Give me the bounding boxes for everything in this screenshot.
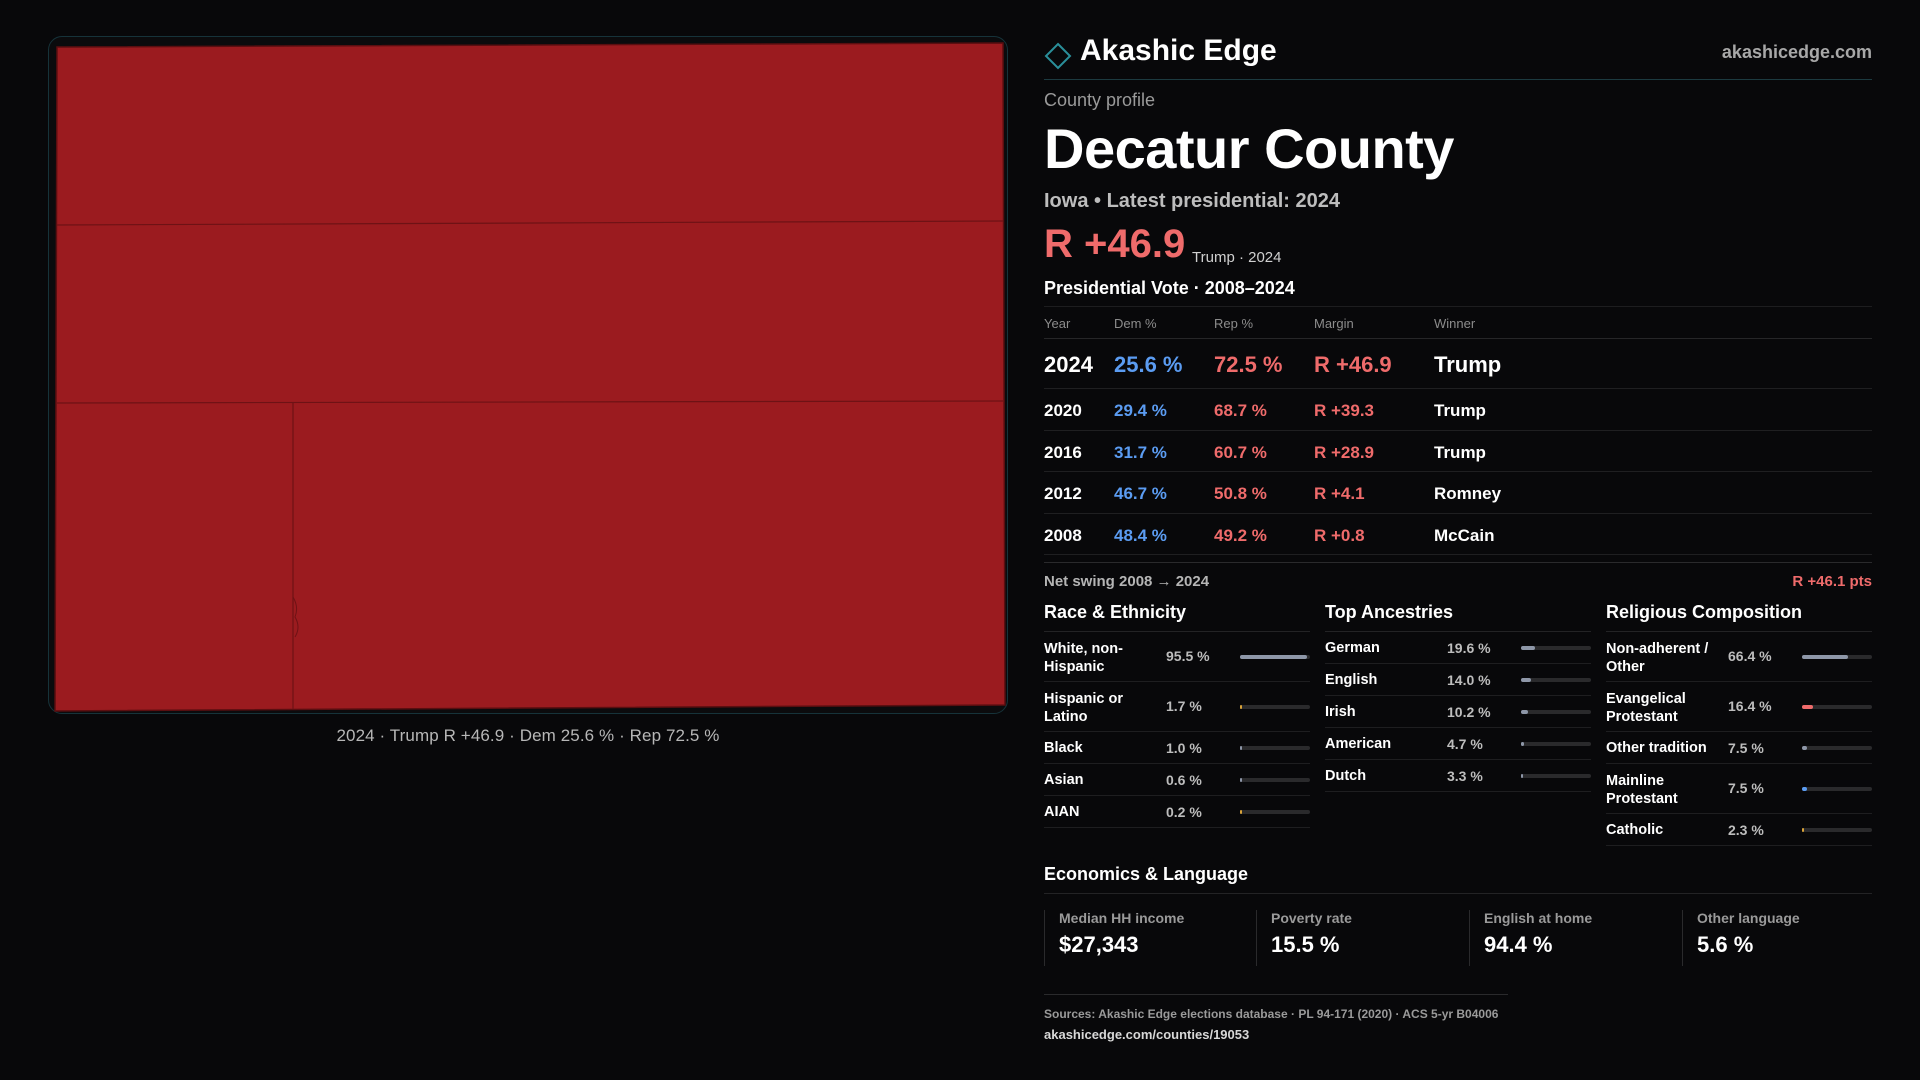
brand-url[interactable]: akashicedge.com <box>1721 42 1872 62</box>
list-item <box>1606 682 1872 732</box>
list-item <box>1325 632 1591 664</box>
row-dem: 46.7 % <box>1114 484 1167 503</box>
econ-value: 94.4 % <box>1484 932 1553 957</box>
map-caption: 2024 · Trump R +46.9 · Dem 25.6 % · Rep 72.5 % <box>336 726 720 745</box>
col-year: Year <box>1044 316 1071 331</box>
econ-label: Other language <box>1697 910 1800 926</box>
page-title: Decatur County <box>1044 117 1454 180</box>
list-item <box>1606 814 1872 846</box>
footer-sources: Sources: Akashic Edge elections database · PL 94-171 (2020) · ACS 5-yr B04006 <box>1044 1007 1499 1021</box>
religion-section <box>1606 600 1872 846</box>
religion-title: Religious Composition <box>1606 600 1872 632</box>
stat-bar-fill <box>1521 646 1535 650</box>
econ-label: Poverty rate <box>1271 910 1352 926</box>
county-map-shape <box>49 37 1009 715</box>
stat-value: 10.2 % <box>1447 704 1491 720</box>
econ-label: English at home <box>1484 910 1593 926</box>
stat-value: 1.7 % <box>1166 698 1202 714</box>
row-year: 2008 <box>1044 525 1082 545</box>
list-item <box>1044 632 1310 682</box>
stat-bar <box>1240 655 1310 659</box>
list-item <box>1044 682 1310 732</box>
county-map <box>48 36 1008 714</box>
net-swing-label: Net swing 2008 → 2024 <box>1044 573 1210 590</box>
row-margin: R +39.3 <box>1314 401 1375 420</box>
econ-value: $27,343 <box>1059 932 1139 957</box>
stat-bar-fill <box>1521 710 1528 714</box>
stat-value: 7.5 % <box>1728 780 1764 796</box>
stat-label: Hispanic or Latino <box>1044 691 1123 725</box>
list-item <box>1044 796 1310 828</box>
stat-label: White, non-Hispanic <box>1044 641 1123 675</box>
stat-label: Evangelical Protestant <box>1606 691 1686 725</box>
stat-bar-fill <box>1521 774 1523 778</box>
row-year: 2016 <box>1044 442 1082 462</box>
econ-stat <box>1256 910 1436 966</box>
stat-bar <box>1802 705 1872 709</box>
stat-label: Other tradition <box>1606 740 1707 756</box>
ancestries-section <box>1325 600 1591 792</box>
stat-bar <box>1521 742 1591 746</box>
presidential-title: Presidential Vote · 2008–2024 <box>1044 278 1295 298</box>
stat-bar-fill <box>1240 778 1242 782</box>
list-item <box>1325 664 1591 696</box>
stat-label: German <box>1325 640 1380 656</box>
row-year: 2024 <box>1044 352 1093 377</box>
stat-bar <box>1802 828 1872 832</box>
stat-value: 3.3 % <box>1447 768 1483 784</box>
stat-bar <box>1802 655 1872 659</box>
row-margin: R +0.8 <box>1314 525 1365 545</box>
footer-url[interactable]: akashicedge.com/counties/19053 <box>1044 1027 1250 1042</box>
stat-bar <box>1802 746 1872 750</box>
stat-bar <box>1521 646 1591 650</box>
stat-bar-fill <box>1240 746 1242 750</box>
stat-value: 1.0 % <box>1166 740 1202 756</box>
stat-value: 95.5 % <box>1166 648 1210 664</box>
table-header <box>1044 307 1872 339</box>
list-item <box>1325 760 1591 792</box>
brand-header <box>1044 30 1872 80</box>
stat-bar <box>1240 778 1310 782</box>
row-year: 2020 <box>1044 401 1082 420</box>
stat-bar-fill <box>1240 705 1242 709</box>
stat-value: 2.3 % <box>1728 822 1764 838</box>
stat-bar <box>1521 710 1591 714</box>
footer <box>1044 994 1508 1042</box>
econ-stat <box>1469 910 1649 966</box>
diamond-outline-icon <box>1044 42 1072 75</box>
econ-stat <box>1044 910 1224 966</box>
stat-label: Black <box>1044 740 1083 756</box>
race-ethnicity-title: Race & Ethnicity <box>1044 600 1310 632</box>
stat-label: English <box>1325 672 1378 688</box>
econ-label: Median HH income <box>1059 910 1185 926</box>
row-dem: 25.6 % <box>1114 352 1183 377</box>
stat-bar <box>1802 787 1872 791</box>
row-margin: R +28.9 <box>1314 442 1375 462</box>
list-item <box>1606 764 1872 814</box>
list-item <box>1606 732 1872 764</box>
econ-value: 15.5 % <box>1271 932 1340 957</box>
stat-label: Mainline Protestant <box>1606 773 1678 807</box>
stat-value: 0.6 % <box>1166 772 1202 788</box>
row-winner: McCain <box>1434 525 1495 545</box>
ancestries-title: Top Ancestries <box>1325 600 1591 632</box>
col-winner: Winner <box>1434 316 1476 331</box>
county-profile-panel <box>1044 0 1872 1080</box>
brand-name: Akashic Edge <box>1080 34 1277 67</box>
net-swing-row <box>1044 562 1872 592</box>
list-item <box>1044 732 1310 764</box>
stat-bar-fill <box>1521 678 1531 682</box>
page-kicker: County profile <box>1044 90 1156 110</box>
list-item <box>1325 696 1591 728</box>
stat-bar-fill <box>1240 810 1242 814</box>
row-winner: Trump <box>1434 401 1486 420</box>
stat-label: Irish <box>1325 704 1356 720</box>
headline-margin-note: Trump · 2024 <box>1192 249 1282 266</box>
col-dem: Dem % <box>1114 316 1157 331</box>
page-subtitle: Iowa • Latest presidential: 2024 <box>1044 190 1340 212</box>
net-swing-value: R +46.1 pts <box>1792 573 1872 590</box>
economics-title: Economics & Language <box>1044 864 1872 894</box>
stat-label: Catholic <box>1606 822 1664 838</box>
stat-value: 19.6 % <box>1447 640 1491 656</box>
stat-value: 7.5 % <box>1728 740 1764 756</box>
row-dem: 29.4 % <box>1114 401 1167 420</box>
stat-label: Dutch <box>1325 768 1367 784</box>
row-rep: 68.7 % <box>1214 401 1267 420</box>
stat-bar <box>1521 678 1591 682</box>
stat-bar-fill <box>1802 746 1807 750</box>
row-rep: 49.2 % <box>1214 525 1267 545</box>
row-rep: 72.5 % <box>1214 352 1283 377</box>
stat-bar-fill <box>1802 787 1807 791</box>
list-item <box>1606 632 1872 682</box>
list-item <box>1044 764 1310 796</box>
stat-bar <box>1240 810 1310 814</box>
row-year: 2012 <box>1044 484 1082 503</box>
stat-label: Asian <box>1044 772 1084 788</box>
table-row <box>1044 431 1872 473</box>
headline-margin: R +46.9 <box>1044 222 1186 266</box>
stat-bar-fill <box>1802 705 1813 709</box>
stat-bar-fill <box>1240 655 1307 659</box>
table-row <box>1044 339 1872 389</box>
col-rep: Rep % <box>1214 316 1254 331</box>
stat-label: Non-adherent / Other <box>1606 641 1709 675</box>
row-winner: Trump <box>1434 352 1502 377</box>
row-rep: 60.7 % <box>1214 442 1267 462</box>
table-row <box>1044 514 1872 556</box>
county-polygon <box>55 43 1005 711</box>
race-ethnicity-section <box>1044 600 1310 828</box>
stat-bar-fill <box>1521 742 1524 746</box>
row-winner: Trump <box>1434 442 1486 462</box>
stat-bar-fill <box>1802 655 1848 659</box>
presidential-table <box>1044 306 1872 555</box>
econ-value: 5.6 % <box>1697 932 1754 957</box>
stat-value: 16.4 % <box>1728 698 1772 714</box>
stat-value: 14.0 % <box>1447 672 1491 688</box>
stat-bar <box>1240 705 1310 709</box>
table-row <box>1044 389 1872 431</box>
stat-label: AIAN <box>1044 804 1080 820</box>
row-margin: R +4.1 <box>1314 484 1365 503</box>
stat-bar-fill <box>1802 828 1804 832</box>
col-margin: Margin <box>1314 316 1354 331</box>
row-rep: 50.8 % <box>1214 484 1267 503</box>
stat-value: 66.4 % <box>1728 648 1772 664</box>
row-dem: 31.7 % <box>1114 442 1167 462</box>
row-margin: R +46.9 <box>1314 352 1392 377</box>
row-winner: Romney <box>1434 484 1502 503</box>
econ-stat <box>1682 910 1862 966</box>
list-item <box>1325 728 1591 760</box>
stat-bar <box>1521 774 1591 778</box>
stat-label: American <box>1325 736 1392 752</box>
row-dem: 48.4 % <box>1114 525 1167 545</box>
stat-value: 0.2 % <box>1166 804 1202 820</box>
table-row <box>1044 472 1872 514</box>
stat-value: 4.7 % <box>1447 736 1483 752</box>
stat-bar <box>1240 746 1310 750</box>
